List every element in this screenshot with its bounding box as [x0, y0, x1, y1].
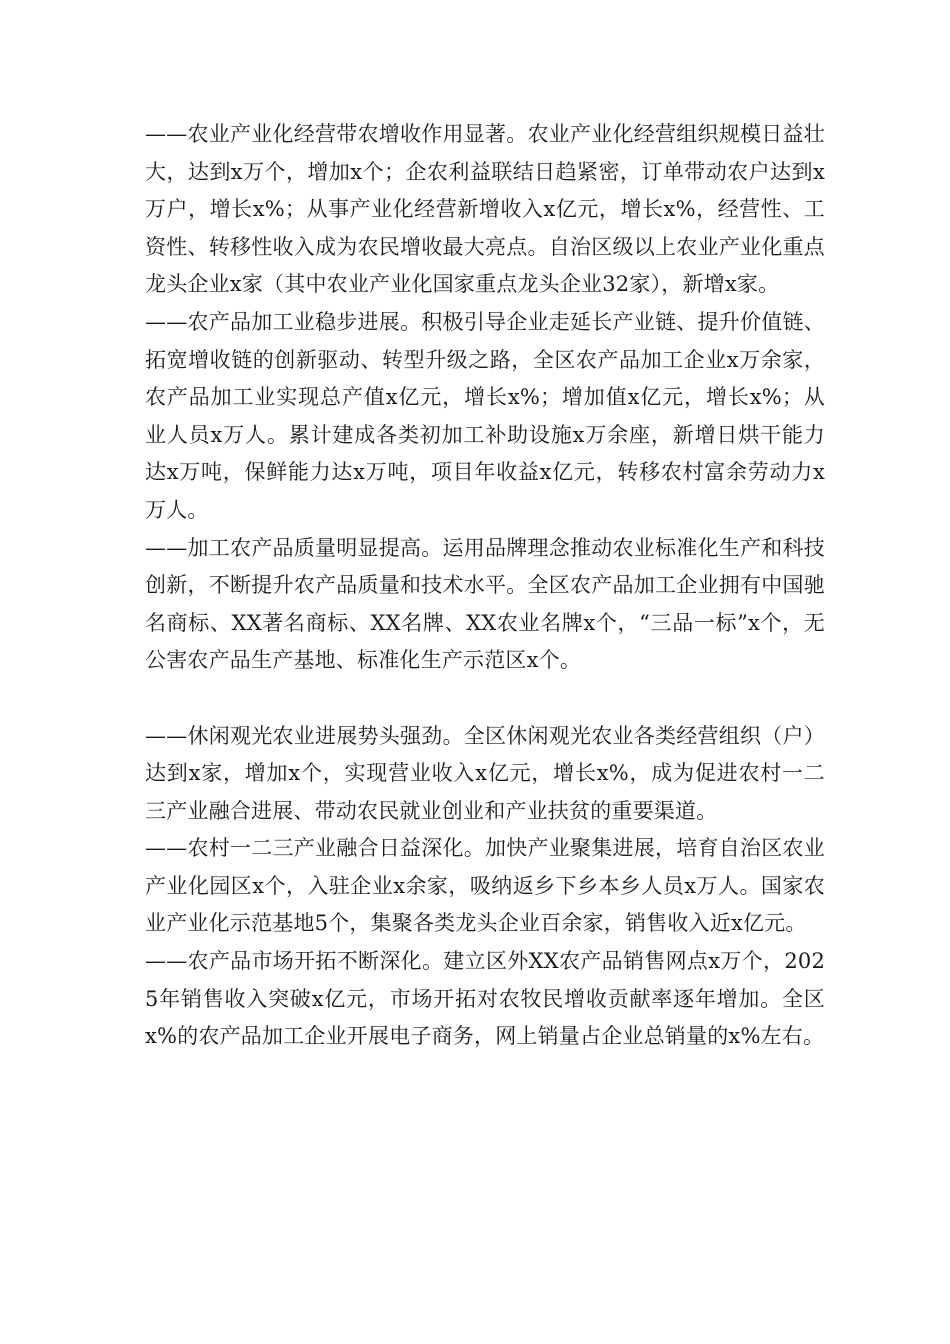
document-body	[145, 116, 825, 1056]
paragraph-agricultural-industrialization: ——农业产业化经营带农增收作用显著。农业产业化经营组织规模日益壮大，达到x万个，增加x个；企农利益联结日趋紧密，订单带动农户达到x万户，增长x%；从事产业化经营新增收入x亿元，增长x%，经营性、工资性、转移性收入成为农民增收最大亮点。自治区级以上农业产业化重点龙头企业x家（其中农业产业化国家重点龙头企业32家），新增x家。	[145, 122, 825, 297]
paragraph-industry-integration: ——农村一二三产业融合日益深化。加快产业聚集进展，培育自治区农业产业化园区x个，入驻企业x余家，吸纳返乡下乡本乡人员x万人。国家农业产业化示范基地5个，集聚各类龙头企业百余家，销售收入近x亿元。	[145, 836, 825, 936]
paragraph-market-expansion: ——农产品市场开拓不断深化。建立区外XX农产品销售网点x万个，2025年销售收入突破x亿元，市场开拓对农牧民增收贡献率逐年增加。全区x%的农产品加工企业开展电子商务，网上销量占企业总销量的x%左右。	[145, 949, 825, 1049]
paragraph-spacer	[145, 680, 825, 718]
paragraph-processing-industry: ——农产品加工业稳步进展。积极引导企业走延长产业链、提升价值链、拓宽增收链的创新驱动、转型升级之路，全区农产品加工企业x万余家，农产品加工业实现总产值x亿元，增长x%；增加值x亿元，增长x%；从业人员x万人。累计建成各类初加工补助设施x万余座，新增日烘干能力达x万吨，保鲜能力达x万吨，项目年收益x亿元，转移农村富余劳动力x万人。	[145, 309, 825, 522]
paragraph-leisure-agriculture: ——休闲观光农业进展势头强劲。全区休闲观光农业各类经营组织（户）达到x家，增加x个，实现营业收入x亿元，增长x%，成为促进农村一二三产业融合进展、带动农民就业创业和产业扶贫的重要渠道。	[145, 723, 825, 823]
paragraph-product-quality: ——加工农产品质量明显提高。运用品牌理念推动农业标准化生产和科技创新，不断提升农产品质量和技术水平。全区农产品加工企业拥有中国驰名商标、XX著名商标、XX名牌、XX农业名牌x个，“三品一标”x个，无公害农产品生产基地、标准化生产示范区x个。	[145, 535, 825, 673]
